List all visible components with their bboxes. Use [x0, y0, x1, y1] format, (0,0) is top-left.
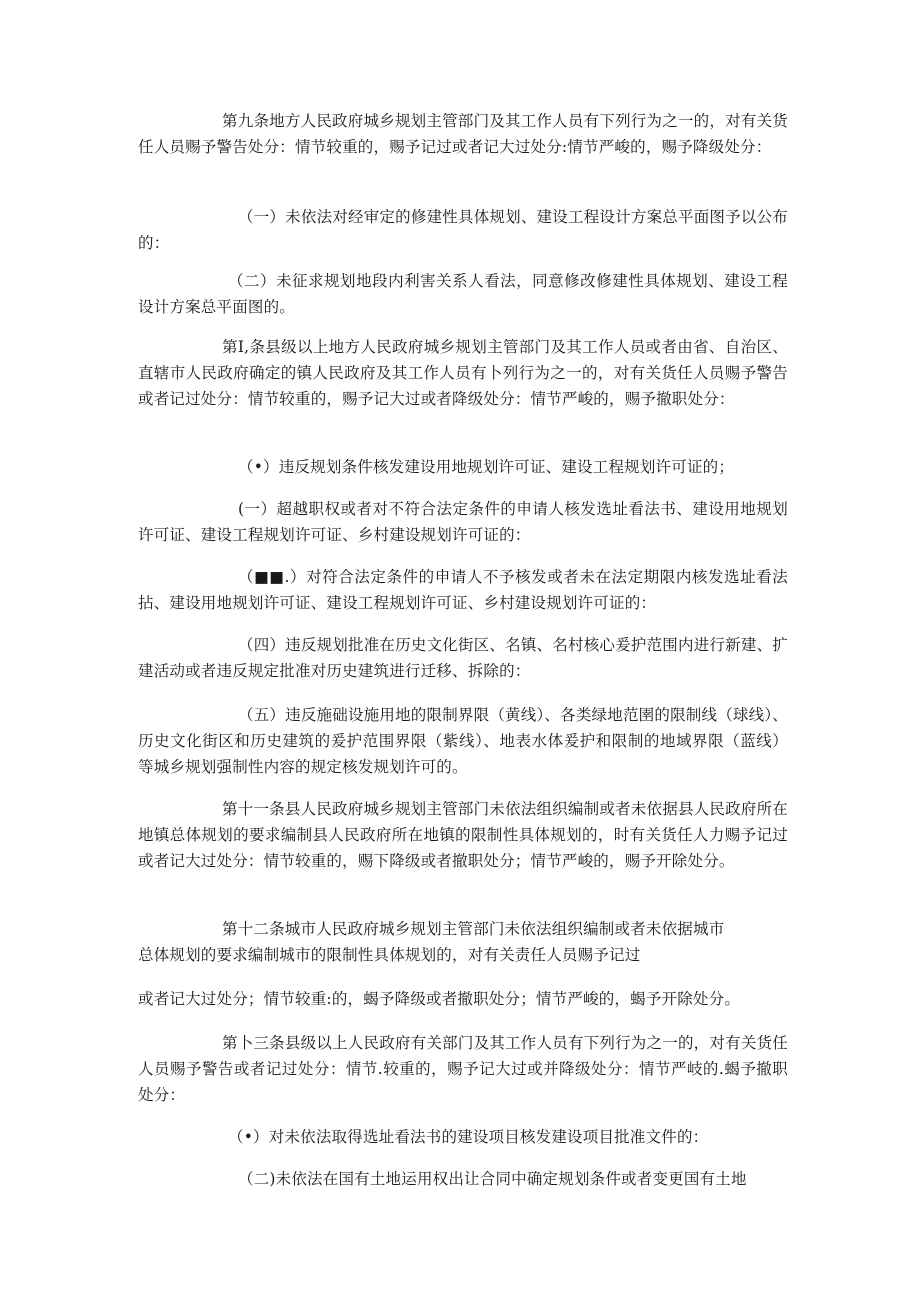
article-10-item-2: (一）超越职权或者对不符合法定条件的申请人核发选址看法书、建设用地规划许可证、建设工程规划许可证、乡村建设规划许可证的：: [138, 500, 788, 544]
article-12-line-2: 总体规划的要求编制城市的限制性具体规划的，对有关责任人员赐予记过: [138, 946, 641, 964]
article-10-item-3: （■■.）对符合法定条件的申请人不予核发或者未在法定期限内核发选址看法拈、建设用地规划许可证、建设工程规划许可证、乡村建设规划许可证的：: [138, 568, 788, 612]
article-9-paragraph: 第九条地方人民政府城乡规划主管部门及其工作人员有下列行为之一的，对有关货任人员赐予警告处分：情节较重的，赐予记过或者记大过处分:情节严峻的，赐予降级处分：: [138, 112, 788, 156]
article-10-item-4: （四）违反规划批准在历史文化街区、名镇、名村核心爰护范围内进行新建、扩建活动或者违反规定批准对历史建筑进行迁移、拆除的：: [138, 636, 788, 680]
article-12-line-1: 第十二条城市人民政府城乡规划主管部门未依法组织编制或者未依据城市: [222, 920, 725, 938]
article-11-paragraph: 第十一条县人民政府城乡规划主管部门未依法组织编制或者未依据县人民政府所在地镇总体规划的要求编制县人民政府所在地镇的限制性具体规划的，时有关货任人力赐予记过或者记大过处分：情节较重的，赐下降级或者撤职处分；情节严峻的，赐予开除处分。: [138, 800, 788, 870]
article-9-item-1: （一）未依法对经审定的修建性具体规划、建设工程设计方案总平面图予以公布的：: [138, 208, 788, 252]
article-10-item-1: （•）违反规划条件核发建设用地规划许可证、建设工程规划许可证的；: [238, 458, 735, 476]
article-12-line-3: 或者记大过处分；情节较重:的，蝎予降级或者撤职处分；情节严峻的，蝎予开除处分。: [138, 990, 741, 1008]
article-13-paragraph: 第卜三条县级以上人民政府有关部门及其工作人员有下列行为之一的，对有关货任人员赐予警告或者记过处分：情节.较重的，赐予记大过或并降级处分：情节严岐的.蝎予撤职处分：: [138, 1034, 788, 1104]
article-13-item-2: （二)未依法在国有土地运用权出让合同中确定规划条件或者变更国有土地: [238, 1170, 747, 1188]
article-9-item-2: （二）未征求规划地段内利害关系人看法，同意修改修建性具体规划、建设工程设计方案总平面图的。: [138, 272, 788, 316]
article-13-item-1: （•）对未依法取得选址看法书的建设项目核发建设项目批准文件的：: [228, 1128, 709, 1146]
article-10-item-5: （五）违反施础设施用地的限制界限（黄线）、各类绿地范圉的限制线（球线）、历史文化街区和历史建筑的爰护范围界限（紫线）、地表水体爰护和限制的地域界限（蓝线）等城乡规划强制性内容的规定核发规划许可的。: [138, 706, 788, 776]
article-10-paragraph: 第I,条县级以上地方人民政府城乡规划主管部门及其工作人员或者由省、自治区、直辖市人民政府确定的镇人民政府及其工作人员有卜列行为之一的，对有关货任人员赐予警告或者记过处分：情节较重的，赐予记大过或者降级处分：情节严峻的，赐予撤职处分：: [138, 338, 788, 408]
